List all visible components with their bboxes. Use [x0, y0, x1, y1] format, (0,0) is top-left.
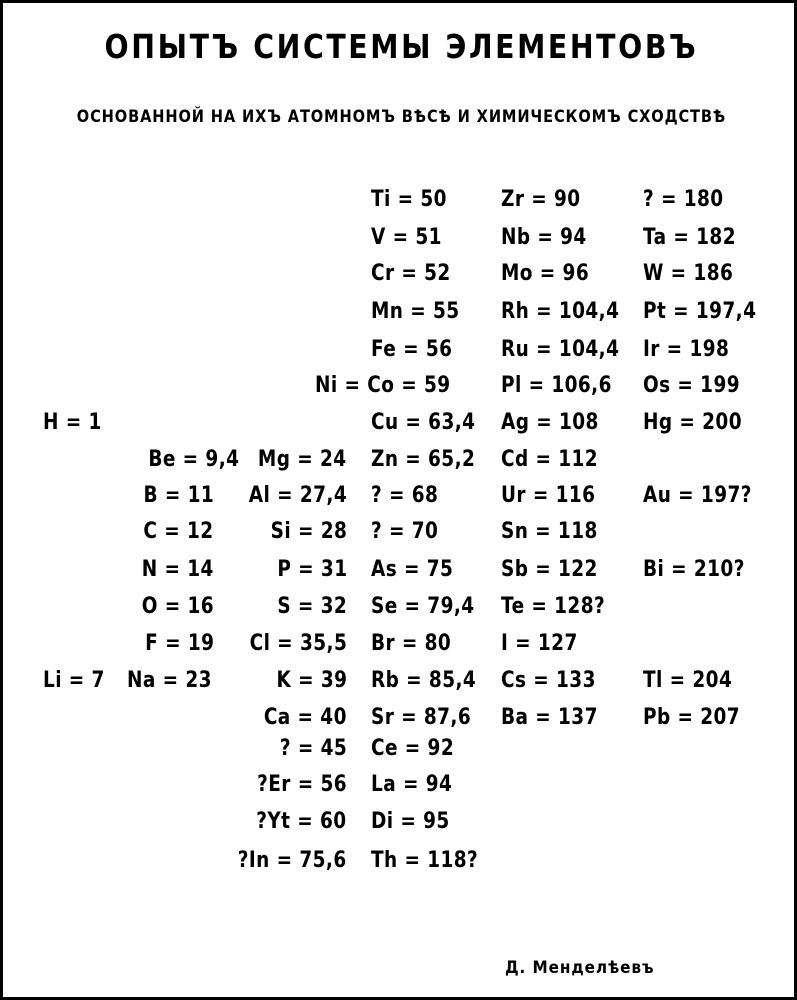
page-title: ОПЫТЪ СИСТЕМЫ ЭЛЕМЕНТОВЪ [104, 27, 699, 66]
element-di: Di = 95 [371, 809, 450, 834]
element-f: F = 19 [144, 631, 214, 656]
element-pb: Pb = 207 [643, 705, 741, 730]
element-o: O = 16 [141, 594, 214, 619]
element-cu: Cu = 63,4 [371, 410, 476, 435]
element-er: ?Er = 56 [257, 772, 347, 797]
element-ni-co: Ni = Co = 59 [315, 373, 451, 398]
element-rh: Rh = 104,4 [501, 299, 620, 324]
element-se: Se = 79,4 [371, 594, 475, 619]
element-mo: Mo = 96 [501, 261, 590, 286]
element-mg: Mg = 24 [258, 447, 347, 472]
element-ag: Ag = 108 [501, 410, 599, 435]
element-te: Te = 128? [501, 594, 606, 619]
element-c: C = 12 [143, 519, 214, 544]
element-sb: Sb = 122 [501, 557, 598, 582]
element-cd: Cd = 112 [501, 447, 599, 472]
element-h: H = 1 [43, 410, 102, 435]
element-ba: Ba = 137 [501, 705, 598, 730]
element-tl: Tl = 204 [643, 668, 733, 693]
element-na: Na = 23 [127, 668, 212, 693]
element-ir: Ir = 198 [643, 337, 730, 362]
element-pl: Pl = 106,6 [501, 373, 612, 398]
element-au: Au = 197? [643, 483, 752, 508]
element-pt: Pt = 197,4 [643, 299, 757, 324]
element-sn: Sn = 118 [501, 519, 598, 544]
element-zn: Zn = 65,2 [371, 447, 476, 472]
element-ce: Ce = 92 [371, 736, 455, 761]
element-in: ?In = 75,6 [238, 848, 347, 873]
page-subtitle: ОСНОВАННОЙ НА ИХЪ АТОМНОМЪ ВѢСѢ И ХИМИЧЕСКОМЪ СХОДСТВѢ [76, 107, 727, 127]
element-rb: Rb = 85,4 [371, 668, 477, 693]
element-bi: Bi = 210? [643, 557, 745, 582]
element-si: Si = 28 [270, 519, 347, 544]
element-ta: Ta = 182 [643, 225, 736, 250]
author-signature: Д. Менделѣевъ [505, 958, 655, 978]
element-al: Al = 27,4 [248, 483, 347, 508]
element-ur: Ur = 116 [501, 483, 596, 508]
element-zr: Zr = 90 [501, 187, 581, 212]
element-w: W = 186 [643, 261, 734, 286]
element-k: K = 39 [276, 668, 347, 693]
element-i: I = 127 [501, 631, 578, 656]
element-mn: Mn = 55 [371, 299, 460, 324]
element-s: S = 32 [277, 594, 347, 619]
element-as: As = 75 [371, 557, 454, 582]
element-unknown-70: ? = 70 [371, 519, 439, 544]
element-unknown-68: ? = 68 [371, 483, 439, 508]
element-hg: Hg = 200 [643, 410, 742, 435]
element-nb: Nb = 94 [501, 225, 587, 250]
element-cr: Cr = 52 [371, 261, 451, 286]
element-li: Li = 7 [43, 668, 105, 693]
element-ca: Ca = 40 [263, 705, 347, 730]
element-unknown-180: ? = 180 [643, 187, 724, 212]
element-cl: Cl = 35,5 [249, 631, 347, 656]
element-b: B = 11 [143, 483, 214, 508]
element-os: Os = 199 [643, 373, 741, 398]
element-p: P = 31 [276, 557, 347, 582]
element-th: Th = 118? [371, 848, 479, 873]
element-ru: Ru = 104,4 [501, 337, 620, 362]
element-fe: Fe = 56 [371, 337, 453, 362]
element-be: Be = 9,4 [147, 447, 239, 472]
element-sr: Sr = 87,6 [371, 705, 472, 730]
element-yt: ?Yt = 60 [256, 809, 347, 834]
element-ti: Ti = 50 [371, 187, 447, 212]
element-unknown-45: ? = 45 [279, 736, 347, 761]
element-br: Br = 80 [371, 631, 452, 656]
element-la: La = 94 [371, 772, 453, 797]
element-n: N = 14 [141, 557, 214, 582]
element-v: V = 51 [371, 225, 442, 250]
element-cs: Cs = 133 [501, 668, 596, 693]
